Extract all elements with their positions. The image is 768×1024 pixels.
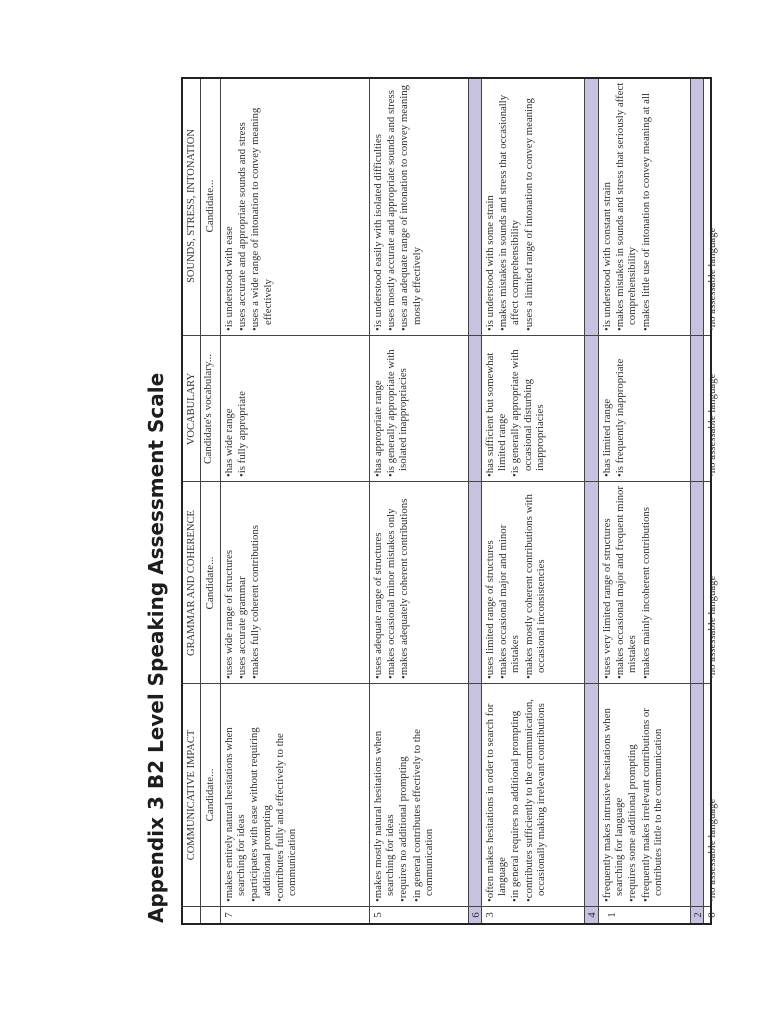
descriptor: • is understood with ease bbox=[223, 81, 235, 331]
descriptor: • in general requires no additional prompting bbox=[509, 688, 521, 902]
column-subheader: Candidate... bbox=[204, 179, 216, 233]
column-header-communicative: COMMUNICATIVE IMPACT bbox=[186, 729, 197, 861]
rotated-page bbox=[141, 77, 718, 925]
descriptor: • no assessable language bbox=[706, 485, 718, 679]
column-subheader: Candidate's vocabulary... bbox=[202, 354, 214, 465]
descriptor: • is understood with some strain bbox=[484, 81, 496, 331]
cell-5-communicative bbox=[372, 688, 436, 902]
column-divider bbox=[183, 683, 710, 684]
score-4: 4 bbox=[586, 912, 598, 918]
cell-7-sounds bbox=[223, 81, 275, 331]
page-title: Appendix 3 B2 Level Speaking Assessment Scale bbox=[144, 372, 168, 923]
row-divider bbox=[690, 79, 691, 923]
column-header-vocabulary: VOCABULARY bbox=[186, 372, 197, 446]
descriptor: • uses limited range of structures bbox=[484, 485, 496, 679]
cell-0-communicative bbox=[706, 688, 719, 902]
descriptor: • makes mostly coherent contributions with occasional inconsistencies bbox=[523, 485, 547, 679]
score-6: 6 bbox=[470, 912, 482, 918]
cell-3-vocabulary bbox=[484, 339, 547, 477]
cell-5-grammar bbox=[372, 485, 412, 679]
cell-1-communicative bbox=[601, 688, 665, 902]
descriptor: • has limited range bbox=[601, 339, 613, 477]
cell-0-sounds bbox=[706, 81, 719, 331]
descriptor: • no assessable language bbox=[706, 339, 718, 477]
descriptor: • contributes sufficiently to the communication, occasionally making irrelevant contributions bbox=[523, 688, 547, 902]
descriptor: • is generally appropriate with isolated inappropriacies bbox=[385, 339, 409, 477]
row-divider bbox=[369, 79, 370, 923]
descriptor: • no assessable language bbox=[706, 688, 718, 902]
column-divider bbox=[183, 906, 710, 907]
descriptor: • contributes fully and effectively to the communication bbox=[274, 688, 298, 902]
descriptor: • has sufficient but somewhat limited range bbox=[484, 339, 508, 477]
descriptor: • makes fully coherent contributions bbox=[249, 485, 261, 679]
descriptor: • often makes hesitations in order to search for language bbox=[484, 688, 508, 902]
descriptor: • is fully appropriate bbox=[236, 339, 248, 477]
row-divider bbox=[220, 79, 221, 923]
row-divider bbox=[584, 79, 585, 923]
column-subheader: Candidate... bbox=[204, 768, 216, 822]
descriptor: • is understood with constant strain bbox=[601, 81, 613, 331]
descriptor: • uses an adequate range of intonation to convey meaning mostly effectively bbox=[398, 81, 422, 331]
column-header-sounds: SOUNDS, STRESS, INTONATION bbox=[186, 129, 197, 283]
descriptor: • frequently makes intrusive hesitations when searching for language bbox=[601, 688, 625, 902]
column-divider bbox=[183, 481, 710, 482]
band-row-4 bbox=[584, 79, 598, 923]
descriptor: • uses accurate grammar bbox=[236, 485, 248, 679]
descriptor: • uses a wide range of intonation to convey meaning effectively bbox=[249, 81, 273, 331]
descriptor: • in general contributes effectively to the communication bbox=[411, 688, 435, 902]
row-divider bbox=[468, 79, 469, 923]
column-divider bbox=[183, 335, 710, 336]
cell-1-sounds bbox=[601, 81, 653, 331]
column-header-grammar: GRAMMAR AND COHERENCE bbox=[186, 510, 197, 656]
descriptor: • makes adequately coherent contributions bbox=[398, 485, 410, 679]
descriptor: • has appropriate range bbox=[372, 339, 384, 477]
descriptor: • requires no additional prompting bbox=[397, 688, 409, 902]
cell-7-vocabulary bbox=[223, 339, 249, 477]
descriptor: • uses a limited range of intonation to convey meaning bbox=[523, 81, 535, 331]
score-3: 3 bbox=[484, 912, 496, 918]
cell-1-vocabulary bbox=[601, 339, 627, 477]
cell-7-grammar bbox=[223, 485, 263, 679]
descriptor: • frequently makes irrelevant contributions or contributes little to the communication bbox=[640, 688, 664, 902]
descriptor: • is frequently inappropriate bbox=[614, 339, 626, 477]
band-row-6 bbox=[468, 79, 481, 923]
cell-1-grammar bbox=[601, 485, 653, 679]
cell-5-sounds bbox=[372, 81, 424, 331]
score-0: 0 bbox=[706, 912, 718, 918]
descriptor: • has wide range bbox=[223, 339, 235, 477]
row-divider bbox=[598, 79, 599, 923]
descriptor: • is generally appropriate with occasional disturbing inappropriacies bbox=[509, 339, 546, 477]
descriptor: • is understood easily with isolated difficulties bbox=[372, 81, 384, 331]
row-divider bbox=[703, 79, 704, 923]
descriptor: • uses adequate range of structures bbox=[372, 485, 384, 679]
row-divider bbox=[481, 79, 482, 923]
cell-7-communicative bbox=[223, 688, 299, 902]
cell-5-vocabulary bbox=[372, 339, 411, 477]
cell-0-grammar bbox=[706, 485, 719, 679]
band-row-2 bbox=[690, 79, 703, 923]
descriptor: • makes mostly natural hesitations when searching for ideas bbox=[372, 688, 396, 902]
column-subheader: Candidate... bbox=[204, 556, 216, 610]
descriptor: • makes occasional major and minor mistakes bbox=[497, 485, 521, 679]
row-divider bbox=[200, 79, 201, 923]
descriptor: • uses wide range of structures bbox=[223, 485, 235, 679]
descriptor: • makes mistakes in sounds and stress that occasionally affect comprehensibility bbox=[497, 81, 521, 331]
cell-3-grammar bbox=[484, 485, 548, 679]
descriptor: • uses mostly accurate and appropriate sounds and stress bbox=[385, 81, 397, 331]
descriptor: • requires some additional prompting bbox=[626, 688, 638, 902]
descriptor: • makes occasional minor mistakes only bbox=[385, 485, 397, 679]
cell-3-sounds bbox=[484, 81, 536, 331]
score-1: 1 bbox=[606, 912, 618, 918]
descriptor: • no assessable language bbox=[706, 81, 718, 331]
score-5: 5 bbox=[372, 912, 384, 918]
score-2: 2 bbox=[692, 912, 704, 918]
assessment-table bbox=[181, 77, 718, 925]
cell-0-vocabulary bbox=[706, 339, 719, 477]
descriptor: • makes entirely natural hesitations when searching for ideas bbox=[223, 688, 247, 902]
descriptor: • makes mainly incoherent contributions bbox=[640, 485, 652, 679]
descriptor: • uses accurate and appropriate sounds and stress bbox=[236, 81, 248, 331]
score-7: 7 bbox=[223, 912, 235, 918]
descriptor: • participates with ease without requiring additional prompting bbox=[248, 688, 272, 902]
cell-3-communicative bbox=[484, 688, 548, 902]
descriptor: • makes mistakes in sounds and stress that seriously affect comprehensibility bbox=[614, 81, 638, 331]
descriptor: • makes little use of intonation to convey meaning at all bbox=[640, 81, 652, 331]
descriptor: • uses very limited range of structures bbox=[601, 485, 613, 679]
descriptor: • makes occasional major and frequent minor mistakes bbox=[614, 485, 638, 679]
